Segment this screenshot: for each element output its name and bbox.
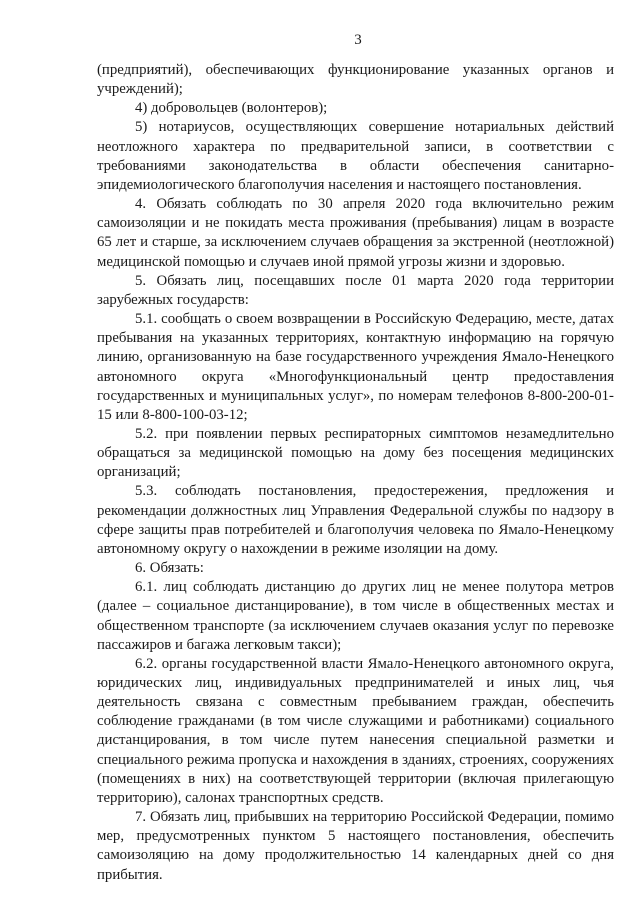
paragraph-clause-7: 7. Обязать лиц, прибывших на территорию Российской Федерации, помимо мер, предусмотренных пунктом 5 настоящего постановления, обеспечить самоизоляцию на дому продолжительностью 14 календарных дней со дня прибытия. (97, 809, 614, 883)
paragraph-clause-4-self-isolation: 4. Обязать соблюдать по 30 апреля 2020 года включительно режим самоизоляции и не покидать места проживания (пребывания) лицам в возрасте 65 лет и старше, за исключением случаев обращения за экстренной (неотложной) медицинской помощью и случаев иной прямой угрозы жизни и здоровью. (97, 196, 614, 270)
paragraph-clause-6: 6. Обязать: (135, 560, 204, 577)
document-body (97, 61, 614, 885)
paragraph-clause-5-3: 5.3. соблюдать постановления, предостережения, предложения и рекомендации должностных лиц Управления Федеральной службы по надзору в сфере защиты прав потребителей и благополучия человека по Ямало-Ненецкому автономному округу о нахождении в режиме изоляции на дому. (97, 483, 614, 557)
paragraph-item-4-volunteers: 4) добровольцев (волонтеров); (135, 100, 328, 117)
paragraph-clause-5-travelers: 5. Обязать лиц, посещавших после 01 марта 2020 года территории зарубежных государств: (97, 272, 614, 308)
paragraph-continuation: (предприятий), обеспечивающих функционирование указанных органов и учреждений); (97, 62, 614, 98)
paragraph-item-5-notaries: 5) нотариусов, осуществляющих совершение нотариальных действий неотложного характера по предварительной записи, в соответствии с требованиями законодательства в области обеспечения санитарно-эпидемиологического благополучия населения и настоящего постановления. (97, 119, 614, 193)
paragraph-clause-5-1: 5.1. сообщать о своем возвращении в Российскую Федерацию, месте, датах пребывания на указанных территориях, контактную информацию на горячую линию, организованную на базе государственного учреждения Ямало-Ненецкого автономного округа «Многофункциональный центр предоставления государственных и муниципальных услуг», по номерам телефонов 8-800-200-01-15 или 8-800-100-03-12; (97, 311, 614, 423)
page-number: 3 (354, 32, 362, 48)
paragraph-clause-6-1: 6.1. лиц соблюдать дистанцию до других лиц не менее полутора метров (далее – социальное дистанцирование), в том числе в общественных местах и общественном транспорте (за исключением случаев оказания услуг по перевозке пассажиров и багажа легковым такси); (97, 579, 614, 653)
paragraph-clause-6-2: 6.2. органы государственной власти Ямало-Ненецкого автономного округа, юридических лиц, индивидуальных предпринимателей и иных лиц, чья деятельность связана с совместным пребыванием граждан, обеспечить соблюдение гражданами (в том числе служащими и работниками) социального дистанцирования, в том числе путем нанесения специальной разметки и специального режима пропуска и нахождения в зданиях, строениях, сооружениях (помещениях в них) на соответствующей территории (включая прилегающую территорию), салонах транспортных средств. (97, 655, 614, 806)
paragraph-clause-5-2: 5.2. при появлении первых респираторных симптомов незамедлительно обращаться за медицинской помощью на дому без посещения медицинских организаций; (97, 425, 614, 481)
